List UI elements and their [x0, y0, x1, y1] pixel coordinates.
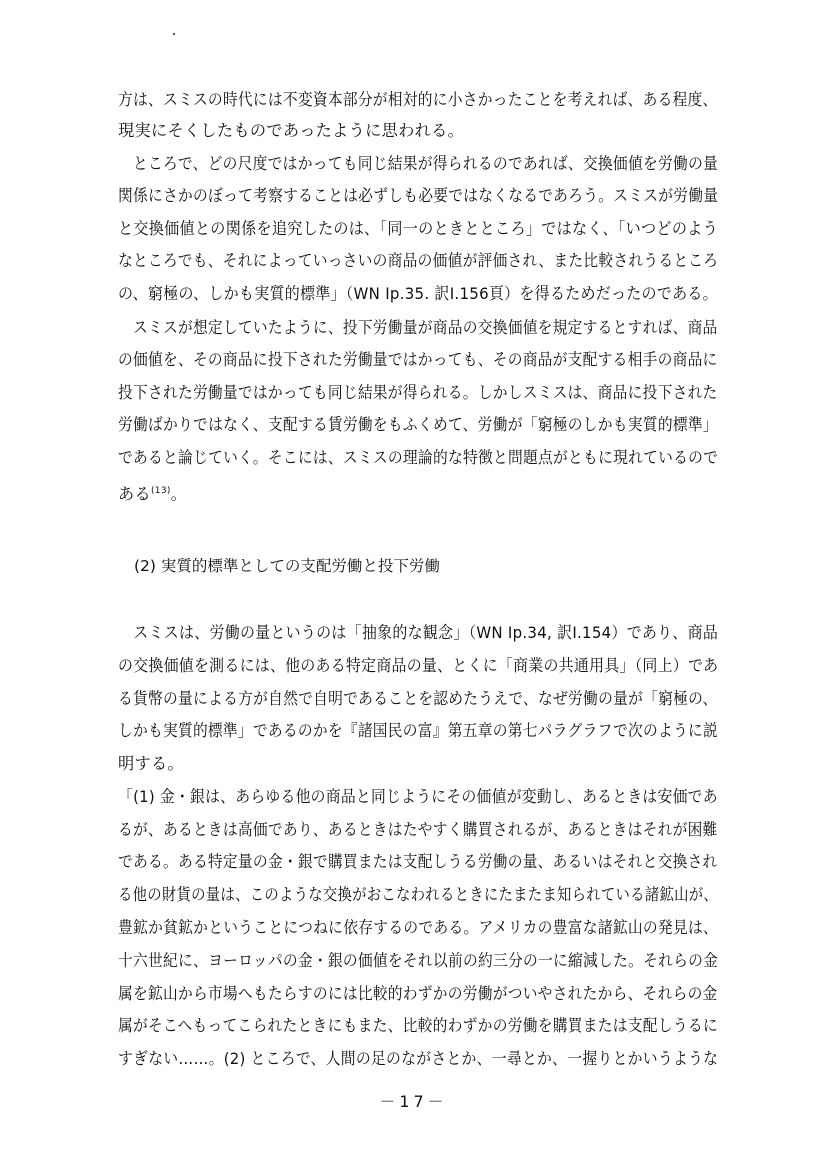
text-line-with-footnote — [118, 481, 187, 504]
page-number: －17－ — [379, 1092, 448, 1111]
text-line: の、窮極の、しかも実質的標準」（WN Ⅰp.35. 訳Ⅰ.156頁）を得るためだったのである。 — [118, 284, 718, 303]
quote-line: 十六世紀に、ヨーロッパの金・銀の価値をそれ以前の約三分の一に縮減した。それらの金 — [118, 951, 719, 970]
quote-line: 属を鉱山から市場へもたらすのには比較的わずかの労働がついやされたから、それらの金 — [118, 984, 718, 1003]
text-line: の価値を、その商品に投下された労働量ではかっても、その商品が支配する相手の商品に — [118, 350, 718, 369]
quote-line: すぎない……。(2) ところで、人間の足のながさとか、一尋とか、一握りとかいうような — [118, 1049, 719, 1068]
text-line: 方は、スミスの時代には不変資本部分が相対的に小さかったことを考えれば、ある程度、 — [118, 90, 718, 109]
text-line: スミスが想定していたように、投下労働量が商品の交換価値を規定するとすれば、商品 — [118, 318, 718, 337]
quote-line: る他の財貨の量は、このような交換がおこなわれるときにたまたま知られている諸鉱山が、 — [118, 885, 718, 904]
scan-speck — [173, 33, 175, 35]
footnote-reference: (13) — [150, 486, 171, 496]
text-line: 労働ばかりではなく、支配する賃労働をもふくめて、労働が「窮極のしかも実質的標準」 — [118, 415, 718, 434]
text-line: ところで、どの尺度ではかっても同じ結果が得られるのであれば、交換価値を労働の量 — [118, 154, 719, 173]
text-line: の交換価値を測るには、他のある特定商品の量、とくに「商業の共通用具」（同上）であ — [118, 656, 719, 675]
quote-line: 属がそこへもってこられたときにもまた、比較的わずかの労働を購買または支配しうるに — [118, 1016, 718, 1035]
text-line: であると論じていく。そこには、スミスの理論的な特徴と問題点がともに現れているので — [118, 448, 719, 467]
quote-line: である。ある特定量の金・銀で購買または支配しうる労働の量、あるいはそれと交換され — [118, 852, 718, 871]
text-fragment: ある — [118, 484, 151, 504]
text-line: しかも実質的標準」であるのかを『諸国民の富』第五章の第七パラグラフで次のように説 — [118, 721, 718, 740]
text-line: 明する。 — [118, 754, 184, 773]
text-line: 投下された労働量ではかっても同じ結果が得られる。しかしスミスは、商品に投下された — [118, 383, 718, 402]
quote-line: るが、あるときは高価であり、あるときはたやすく購買されるが、あるときはそれが困難 — [118, 820, 718, 839]
text-line: る貨幣の量による方が自然で自明であることを認めたうえで、なぜ労働の量が「窮極の、 — [118, 689, 718, 708]
text-line: と交換価値との関係を追究したのは、「同一のときとところ」ではなく、「いつどのよう — [118, 219, 718, 238]
quote-line: 豊鉱か貧鉱かということにつねに依存するのである。アメリカの豊富な諸鉱山の発見は、 — [118, 918, 719, 937]
text-fragment: 。 — [170, 484, 188, 504]
quote-line: 「(1) 金・銀は、あらゆる他の商品と同じようにその価値が変動し、あるときは安価であ — [118, 787, 718, 806]
text-line: 関係にさかのぼって考察することは必ずしも必要ではなくなるであろう。スミスが労働量 — [118, 186, 719, 205]
text-line: 現実にそくしたものであったように思われる。 — [118, 121, 465, 140]
text-line: なところでも、それによっていっさいの商品の価値が評価され、また比較されうるところ — [118, 251, 719, 270]
text-line: スミスは、労働の量というのは「抽象的な観念」（WN Ⅰp.34, 訳Ⅰ.154）であり、商品 — [118, 623, 719, 642]
section-heading: (2) 実質的標準としての支配労働と投下労働 — [134, 557, 440, 575]
